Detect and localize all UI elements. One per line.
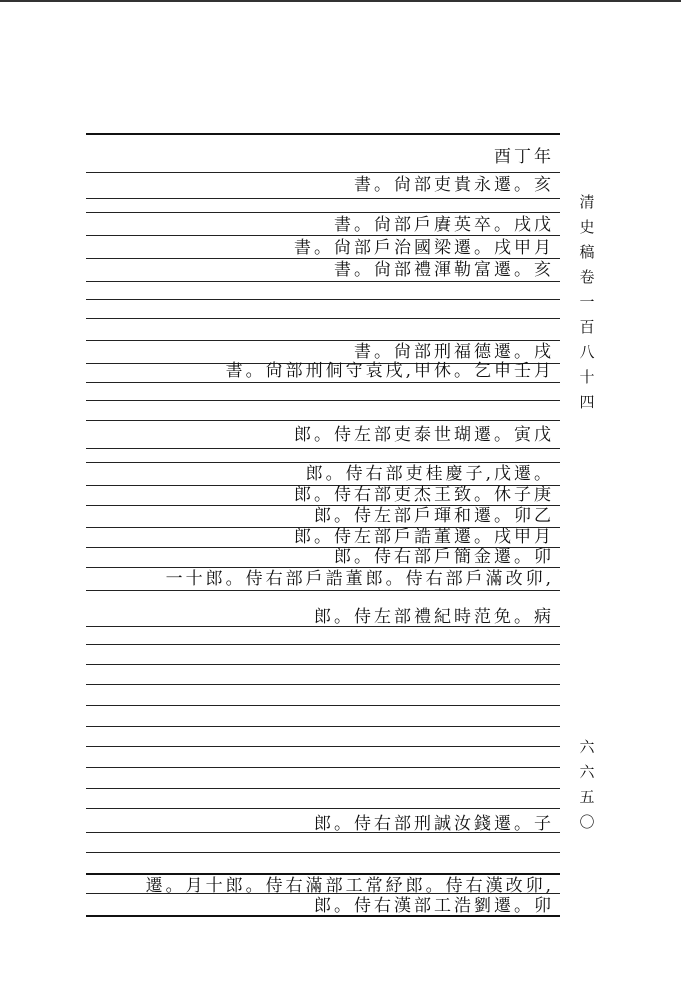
table-row: 郎。侍右部戶簡金遷。卯	[334, 547, 554, 567]
table-row: 郎。侍右部吏桂慶子,戊遷。	[305, 464, 554, 484]
table-row: 書。尙部戶賡英卒。戌戊	[334, 215, 554, 235]
page-number: 六六五〇	[579, 738, 595, 831]
table-row: 書。尙部吏貴永遷。亥	[354, 175, 554, 195]
table-row: 郎。侍左部戶誥董遷。戌甲月	[294, 527, 554, 547]
page-top-border	[0, 0, 681, 2]
table-row: 遷。月十郎。侍右滿部工常紓郎。侍右漢改卯,	[145, 876, 554, 896]
table-row: 郎。侍左部禮紀時范免。病	[314, 607, 554, 627]
table-row: 書。尙部戶治國梁遷。戌甲月	[294, 238, 554, 258]
table-row: 郎。侍左部戶琿和遷。卯乙	[314, 506, 554, 526]
table-row: 郎。侍右漢部工浩劉遷。卯	[314, 896, 554, 916]
table-row: 書。尙部刑侗守袁戌,甲休。乞申壬月	[225, 361, 554, 381]
book-title: 清史稿卷一百八十四	[579, 193, 595, 411]
table-row: 書。尙部禮渾勒富遷。亥	[334, 260, 554, 280]
table-row: 一十郎。侍右部戶誥董郎。侍右部戶滿改卯,	[165, 569, 554, 589]
table-row: 書。尙部刑福德遷。戌	[354, 342, 554, 362]
table-row: 郎。侍左部吏泰世瑚遷。寅戊	[294, 425, 554, 445]
table-row: 郎。侍右部吏杰王致。休子庚	[294, 485, 554, 505]
table-row-year: 酉丁年	[494, 147, 554, 167]
table-row: 郎。侍右部刑誠汝錢遷。子	[314, 814, 554, 834]
